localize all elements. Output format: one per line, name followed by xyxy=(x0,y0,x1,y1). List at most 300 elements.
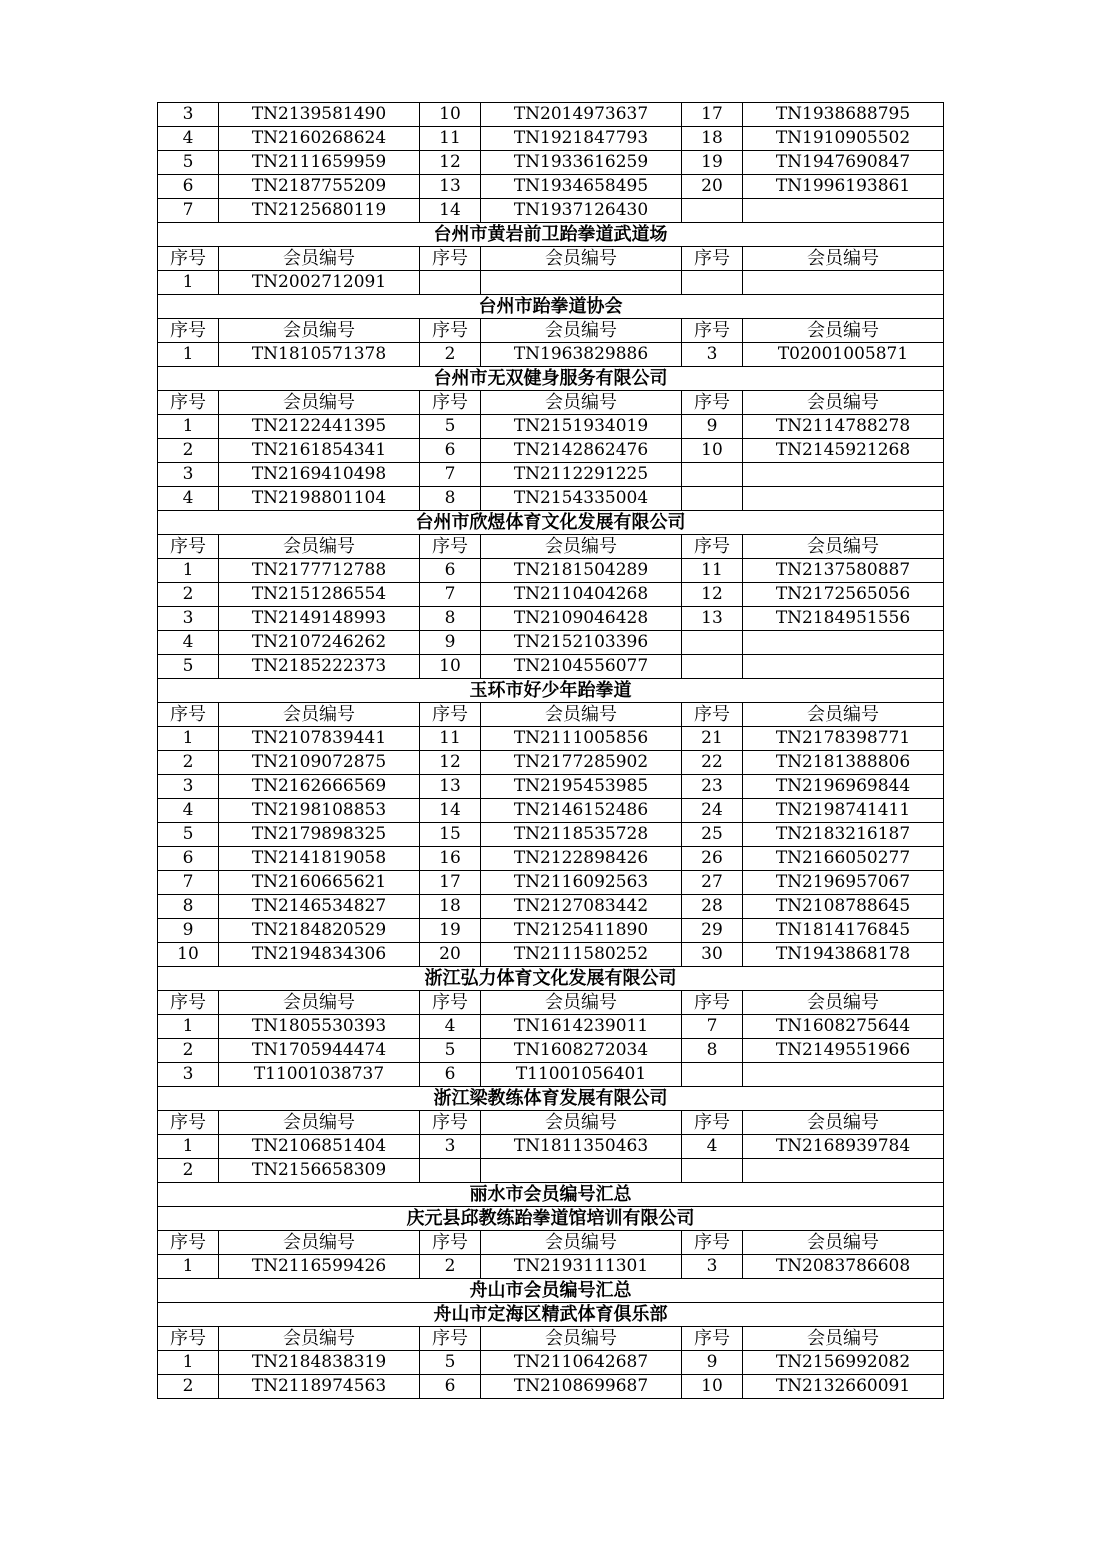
member-id-cell: TN1943868178 xyxy=(743,943,944,967)
member-id-cell xyxy=(743,655,944,679)
member-id-cell: TN2139581490 xyxy=(219,103,420,127)
table-row xyxy=(158,463,944,487)
seq-cell: 1 xyxy=(158,1135,219,1159)
seq-cell: 6 xyxy=(420,559,481,583)
member-id-cell: TN1805530393 xyxy=(219,1015,420,1039)
seq-cell: 12 xyxy=(420,751,481,775)
member-id-cell: TN1810571378 xyxy=(219,343,420,367)
table-row xyxy=(158,199,944,223)
member-id-cell: TN2116599426 xyxy=(219,1255,420,1279)
header-seq: 序号 xyxy=(420,1327,481,1351)
seq-cell: 20 xyxy=(682,175,743,199)
member-id-cell: TN2184820529 xyxy=(219,919,420,943)
member-id-cell: TN1938688795 xyxy=(743,103,944,127)
member-id-cell: TN2137580887 xyxy=(743,559,944,583)
seq-cell: 3 xyxy=(158,775,219,799)
seq-cell: 22 xyxy=(682,751,743,775)
seq-cell: 10 xyxy=(420,655,481,679)
seq-cell: 13 xyxy=(420,175,481,199)
header-seq: 序号 xyxy=(682,319,743,343)
member-id-cell: TN1910905502 xyxy=(743,127,944,151)
header-seq: 序号 xyxy=(682,1111,743,1135)
table-row xyxy=(158,1159,944,1183)
table-row xyxy=(158,919,944,943)
section-title: 浙江弘力体育文化发展有限公司 xyxy=(158,967,944,991)
header-member-id: 会员编号 xyxy=(481,1111,682,1135)
header-member-id: 会员编号 xyxy=(481,247,682,271)
header-seq: 序号 xyxy=(420,991,481,1015)
seq-cell: 1 xyxy=(158,559,219,583)
member-id-cell: TN2118535728 xyxy=(481,823,682,847)
header-seq: 序号 xyxy=(420,319,481,343)
member-id-cell: TN2083786608 xyxy=(743,1255,944,1279)
member-id-cell: TN2108699687 xyxy=(481,1375,682,1399)
member-id-cell: TN2196957067 xyxy=(743,871,944,895)
seq-cell: 8 xyxy=(682,1039,743,1063)
seq-cell: 5 xyxy=(420,1351,481,1375)
header-member-id: 会员编号 xyxy=(743,535,944,559)
member-id-cell: TN2106851404 xyxy=(219,1135,420,1159)
section-title-row xyxy=(158,295,944,319)
seq-cell: 23 xyxy=(682,775,743,799)
seq-cell: 9 xyxy=(682,1351,743,1375)
seq-cell: 3 xyxy=(682,343,743,367)
member-id-cell: T11001056401 xyxy=(481,1063,682,1087)
member-id-cell xyxy=(743,271,944,295)
seq-cell: 13 xyxy=(682,607,743,631)
table-row xyxy=(158,871,944,895)
member-id-cell: TN1811350463 xyxy=(481,1135,682,1159)
section-title-row xyxy=(158,967,944,991)
table-row xyxy=(158,103,944,127)
member-id-cell: TN2014973637 xyxy=(481,103,682,127)
seq-cell: 8 xyxy=(158,895,219,919)
seq-cell: 7 xyxy=(158,199,219,223)
column-header-row xyxy=(158,391,944,415)
member-id-cell: TN1921847793 xyxy=(481,127,682,151)
member-id-cell: TN2166050277 xyxy=(743,847,944,871)
header-seq: 序号 xyxy=(158,1327,219,1351)
header-seq: 序号 xyxy=(158,1111,219,1135)
header-seq: 序号 xyxy=(420,1111,481,1135)
seq-cell xyxy=(682,631,743,655)
seq-cell: 1 xyxy=(158,343,219,367)
member-id-cell: TN2152103396 xyxy=(481,631,682,655)
table-row xyxy=(158,727,944,751)
header-member-id: 会员编号 xyxy=(481,991,682,1015)
member-id-cell: TN2154335004 xyxy=(481,487,682,511)
seq-cell: 2 xyxy=(158,1159,219,1183)
table-row xyxy=(158,823,944,847)
member-id-cell: TN2111580252 xyxy=(481,943,682,967)
member-id-cell: TN1614239011 xyxy=(481,1015,682,1039)
member-id-cell: TN1814176845 xyxy=(743,919,944,943)
header-seq: 序号 xyxy=(420,703,481,727)
member-id-cell: TN2149551966 xyxy=(743,1039,944,1063)
seq-cell: 8 xyxy=(420,487,481,511)
header-seq: 序号 xyxy=(682,703,743,727)
member-id-cell xyxy=(743,631,944,655)
seq-cell xyxy=(682,1159,743,1183)
seq-cell: 27 xyxy=(682,871,743,895)
table-row xyxy=(158,1375,944,1399)
seq-cell: 4 xyxy=(158,799,219,823)
section-title: 台州市黄岩前卫跆拳道武道场 xyxy=(158,223,944,247)
seq-cell: 7 xyxy=(420,463,481,487)
seq-cell: 6 xyxy=(420,1375,481,1399)
member-id-cell: TN2141819058 xyxy=(219,847,420,871)
section-title: 台州市无双健身服务有限公司 xyxy=(158,367,944,391)
member-id-cell: TN2160268624 xyxy=(219,127,420,151)
member-id-cell: TN2146534827 xyxy=(219,895,420,919)
header-seq: 序号 xyxy=(682,1327,743,1351)
section-title: 浙江梁教练体育发展有限公司 xyxy=(158,1087,944,1111)
member-id-cell: TN2116092563 xyxy=(481,871,682,895)
seq-cell: 1 xyxy=(158,1351,219,1375)
header-member-id: 会员编号 xyxy=(219,535,420,559)
table-row xyxy=(158,151,944,175)
seq-cell: 3 xyxy=(158,607,219,631)
table-row xyxy=(158,1015,944,1039)
header-seq: 序号 xyxy=(420,247,481,271)
header-member-id: 会员编号 xyxy=(219,319,420,343)
seq-cell: 15 xyxy=(420,823,481,847)
seq-cell xyxy=(420,1159,481,1183)
member-id-cell: TN2156992082 xyxy=(743,1351,944,1375)
column-header-row xyxy=(158,1231,944,1255)
seq-cell: 5 xyxy=(420,415,481,439)
member-id-cell: TN2177712788 xyxy=(219,559,420,583)
member-id-cell: TN2111005856 xyxy=(481,727,682,751)
seq-cell: 29 xyxy=(682,919,743,943)
header-member-id: 会员编号 xyxy=(481,391,682,415)
seq-cell: 12 xyxy=(420,151,481,175)
header-member-id: 会员编号 xyxy=(743,1231,944,1255)
header-seq: 序号 xyxy=(420,1231,481,1255)
section-title: 丽水市会员编号汇总 xyxy=(158,1183,944,1207)
seq-cell: 14 xyxy=(420,799,481,823)
member-id-cell: TN2114788278 xyxy=(743,415,944,439)
member-id-cell: TN1608275644 xyxy=(743,1015,944,1039)
seq-cell: 4 xyxy=(420,1015,481,1039)
member-id-cell: TN2122441395 xyxy=(219,415,420,439)
member-id-cell: TN2109072875 xyxy=(219,751,420,775)
seq-cell: 3 xyxy=(158,103,219,127)
member-id-cell: TN2145921268 xyxy=(743,439,944,463)
table-row xyxy=(158,799,944,823)
member-id-cell: TN2184838319 xyxy=(219,1351,420,1375)
header-member-id: 会员编号 xyxy=(481,1231,682,1255)
header-seq: 序号 xyxy=(158,391,219,415)
header-member-id: 会员编号 xyxy=(481,535,682,559)
seq-cell: 5 xyxy=(158,151,219,175)
member-id-cell: TN2127083442 xyxy=(481,895,682,919)
seq-cell: 2 xyxy=(158,583,219,607)
seq-cell: 10 xyxy=(682,439,743,463)
section-title-row xyxy=(158,1183,944,1207)
seq-cell: 10 xyxy=(682,1375,743,1399)
member-id-cell: TN2198108853 xyxy=(219,799,420,823)
column-header-row xyxy=(158,991,944,1015)
seq-cell: 3 xyxy=(682,1255,743,1279)
seq-cell: 28 xyxy=(682,895,743,919)
member-id-cell xyxy=(743,1063,944,1087)
seq-cell: 13 xyxy=(420,775,481,799)
member-id-cell: TN2149148993 xyxy=(219,607,420,631)
table-row xyxy=(158,847,944,871)
table-row xyxy=(158,895,944,919)
seq-cell: 9 xyxy=(682,415,743,439)
seq-cell: 3 xyxy=(420,1135,481,1159)
table-row xyxy=(158,175,944,199)
table-row xyxy=(158,439,944,463)
column-header-row xyxy=(158,703,944,727)
seq-cell: 6 xyxy=(158,847,219,871)
section-title: 庆元县邱教练跆拳道馆培训有限公司 xyxy=(158,1207,944,1231)
member-id-cell xyxy=(481,271,682,295)
table-row xyxy=(158,127,944,151)
table-row xyxy=(158,751,944,775)
member-id-cell xyxy=(743,1159,944,1183)
member-id-cell: TN1996193861 xyxy=(743,175,944,199)
seq-cell: 6 xyxy=(420,439,481,463)
member-id-cell: TN1934658495 xyxy=(481,175,682,199)
member-id-cell: TN2183216187 xyxy=(743,823,944,847)
header-member-id: 会员编号 xyxy=(481,319,682,343)
seq-cell: 6 xyxy=(158,175,219,199)
header-seq: 序号 xyxy=(158,703,219,727)
header-member-id: 会员编号 xyxy=(219,1111,420,1135)
seq-cell: 2 xyxy=(158,1039,219,1063)
seq-cell: 4 xyxy=(682,1135,743,1159)
table-row xyxy=(158,607,944,631)
member-id-cell: TN2111659959 xyxy=(219,151,420,175)
seq-cell: 24 xyxy=(682,799,743,823)
seq-cell: 11 xyxy=(682,559,743,583)
header-seq: 序号 xyxy=(158,535,219,559)
header-seq: 序号 xyxy=(682,535,743,559)
member-id-cell: TN1933616259 xyxy=(481,151,682,175)
member-id-cell: TN2110404268 xyxy=(481,583,682,607)
member-id-cell: TN2156658309 xyxy=(219,1159,420,1183)
header-member-id: 会员编号 xyxy=(219,1327,420,1351)
seq-cell: 4 xyxy=(158,127,219,151)
member-id-cell: TN2162666569 xyxy=(219,775,420,799)
section-title: 舟山市定海区精武体育俱乐部 xyxy=(158,1303,944,1327)
seq-cell: 12 xyxy=(682,583,743,607)
seq-cell: 2 xyxy=(420,1255,481,1279)
header-member-id: 会员编号 xyxy=(219,991,420,1015)
section-title-row xyxy=(158,1087,944,1111)
member-id-cell: T11001038737 xyxy=(219,1063,420,1087)
member-id-cell: T02001005871 xyxy=(743,343,944,367)
seq-cell: 10 xyxy=(420,103,481,127)
header-member-id: 会员编号 xyxy=(219,247,420,271)
member-id-cell: TN2108788645 xyxy=(743,895,944,919)
header-member-id: 会员编号 xyxy=(481,703,682,727)
column-header-row xyxy=(158,247,944,271)
seq-cell: 11 xyxy=(420,727,481,751)
member-id-cell: TN2178398771 xyxy=(743,727,944,751)
seq-cell: 7 xyxy=(420,583,481,607)
member-id-cell: TN2161854341 xyxy=(219,439,420,463)
member-id-cell: TN2132660091 xyxy=(743,1375,944,1399)
seq-cell xyxy=(682,271,743,295)
section-title-row xyxy=(158,223,944,247)
seq-cell: 1 xyxy=(158,271,219,295)
seq-cell: 1 xyxy=(158,415,219,439)
member-id-cell: TN2179898325 xyxy=(219,823,420,847)
member-id-cell: TN1963829886 xyxy=(481,343,682,367)
header-member-id: 会员编号 xyxy=(743,1327,944,1351)
seq-cell xyxy=(682,655,743,679)
section-title-row xyxy=(158,1303,944,1327)
seq-cell: 20 xyxy=(420,943,481,967)
header-seq: 序号 xyxy=(420,391,481,415)
member-id-table xyxy=(157,102,944,1399)
header-seq: 序号 xyxy=(158,991,219,1015)
table-row xyxy=(158,1039,944,1063)
seq-cell: 18 xyxy=(420,895,481,919)
column-header-row xyxy=(158,535,944,559)
header-member-id: 会员编号 xyxy=(219,391,420,415)
seq-cell: 3 xyxy=(158,463,219,487)
seq-cell xyxy=(682,487,743,511)
header-seq: 序号 xyxy=(682,247,743,271)
member-id-cell: TN2107839441 xyxy=(219,727,420,751)
table-row xyxy=(158,415,944,439)
seq-cell: 26 xyxy=(682,847,743,871)
member-id-cell: TN2177285902 xyxy=(481,751,682,775)
member-id-cell: TN2142862476 xyxy=(481,439,682,463)
seq-cell: 19 xyxy=(682,151,743,175)
header-member-id: 会员编号 xyxy=(743,247,944,271)
member-id-cell: TN2151286554 xyxy=(219,583,420,607)
section-title-row xyxy=(158,511,944,535)
seq-cell: 1 xyxy=(158,727,219,751)
seq-cell: 3 xyxy=(158,1063,219,1087)
member-id-cell: TN2193111301 xyxy=(481,1255,682,1279)
member-id-cell: TN1937126430 xyxy=(481,199,682,223)
seq-cell: 5 xyxy=(158,823,219,847)
table-row xyxy=(158,1135,944,1159)
member-id-cell: TN2125411890 xyxy=(481,919,682,943)
seq-cell: 1 xyxy=(158,1015,219,1039)
header-seq: 序号 xyxy=(682,1231,743,1255)
seq-cell: 10 xyxy=(158,943,219,967)
member-id-cell: TN2109046428 xyxy=(481,607,682,631)
member-id-cell: TN1608272034 xyxy=(481,1039,682,1063)
member-id-cell: TN2181504289 xyxy=(481,559,682,583)
table-row xyxy=(158,1063,944,1087)
seq-cell xyxy=(682,463,743,487)
seq-cell: 21 xyxy=(682,727,743,751)
section-title: 台州市欣煜体育文化发展有限公司 xyxy=(158,511,944,535)
member-id-cell: TN2151934019 xyxy=(481,415,682,439)
seq-cell xyxy=(420,271,481,295)
column-header-row xyxy=(158,1111,944,1135)
member-id-cell: TN2107246262 xyxy=(219,631,420,655)
member-id-cell xyxy=(481,1159,682,1183)
header-member-id: 会员编号 xyxy=(743,703,944,727)
header-seq: 序号 xyxy=(158,319,219,343)
table-row xyxy=(158,1351,944,1375)
table-row xyxy=(158,343,944,367)
member-id-cell: TN2187755209 xyxy=(219,175,420,199)
member-id-cell: TN2002712091 xyxy=(219,271,420,295)
member-id-cell: TN2184951556 xyxy=(743,607,944,631)
section-title-row xyxy=(158,367,944,391)
seq-cell xyxy=(682,199,743,223)
header-seq: 序号 xyxy=(682,991,743,1015)
seq-cell: 18 xyxy=(682,127,743,151)
header-member-id: 会员编号 xyxy=(743,1111,944,1135)
table-row xyxy=(158,1255,944,1279)
member-id-cell: TN2181388806 xyxy=(743,751,944,775)
seq-cell xyxy=(682,1063,743,1087)
member-id-cell: TN2110642687 xyxy=(481,1351,682,1375)
member-id-cell: TN2198801104 xyxy=(219,487,420,511)
member-id-cell: TN1947690847 xyxy=(743,151,944,175)
header-member-id: 会员编号 xyxy=(219,1231,420,1255)
member-id-cell xyxy=(743,199,944,223)
seq-cell: 2 xyxy=(158,439,219,463)
header-member-id: 会员编号 xyxy=(743,391,944,415)
section-title-row xyxy=(158,679,944,703)
table-row xyxy=(158,655,944,679)
header-seq: 序号 xyxy=(420,535,481,559)
member-id-cell: TN2194834306 xyxy=(219,943,420,967)
seq-cell: 4 xyxy=(158,631,219,655)
section-title: 舟山市会员编号汇总 xyxy=(158,1279,944,1303)
seq-cell: 2 xyxy=(158,751,219,775)
seq-cell: 2 xyxy=(158,1375,219,1399)
header-seq: 序号 xyxy=(682,391,743,415)
member-id-cell: TN2172565056 xyxy=(743,583,944,607)
section-title-row xyxy=(158,1279,944,1303)
table-row xyxy=(158,775,944,799)
table-row xyxy=(158,583,944,607)
member-id-cell: TN2118974563 xyxy=(219,1375,420,1399)
member-id-cell: TN2146152486 xyxy=(481,799,682,823)
seq-cell: 8 xyxy=(420,607,481,631)
header-member-id: 会员编号 xyxy=(219,703,420,727)
header-member-id: 会员编号 xyxy=(743,991,944,1015)
header-member-id: 会员编号 xyxy=(481,1327,682,1351)
member-id-cell: TN2122898426 xyxy=(481,847,682,871)
member-id-cell: TN2112291225 xyxy=(481,463,682,487)
member-id-cell: TN2196969844 xyxy=(743,775,944,799)
table-row xyxy=(158,559,944,583)
section-title: 台州市跆拳道协会 xyxy=(158,295,944,319)
header-member-id: 会员编号 xyxy=(743,319,944,343)
member-id-cell: TN2168939784 xyxy=(743,1135,944,1159)
seq-cell: 5 xyxy=(158,655,219,679)
seq-cell: 11 xyxy=(420,127,481,151)
seq-cell: 19 xyxy=(420,919,481,943)
table-row xyxy=(158,271,944,295)
header-seq: 序号 xyxy=(158,247,219,271)
member-id-cell xyxy=(743,487,944,511)
seq-cell: 25 xyxy=(682,823,743,847)
member-id-cell: TN2169410498 xyxy=(219,463,420,487)
member-id-cell: TN2195453985 xyxy=(481,775,682,799)
member-id-cell: TN2160665621 xyxy=(219,871,420,895)
table-row xyxy=(158,631,944,655)
seq-cell: 17 xyxy=(682,103,743,127)
seq-cell: 9 xyxy=(158,919,219,943)
member-id-cell xyxy=(743,463,944,487)
